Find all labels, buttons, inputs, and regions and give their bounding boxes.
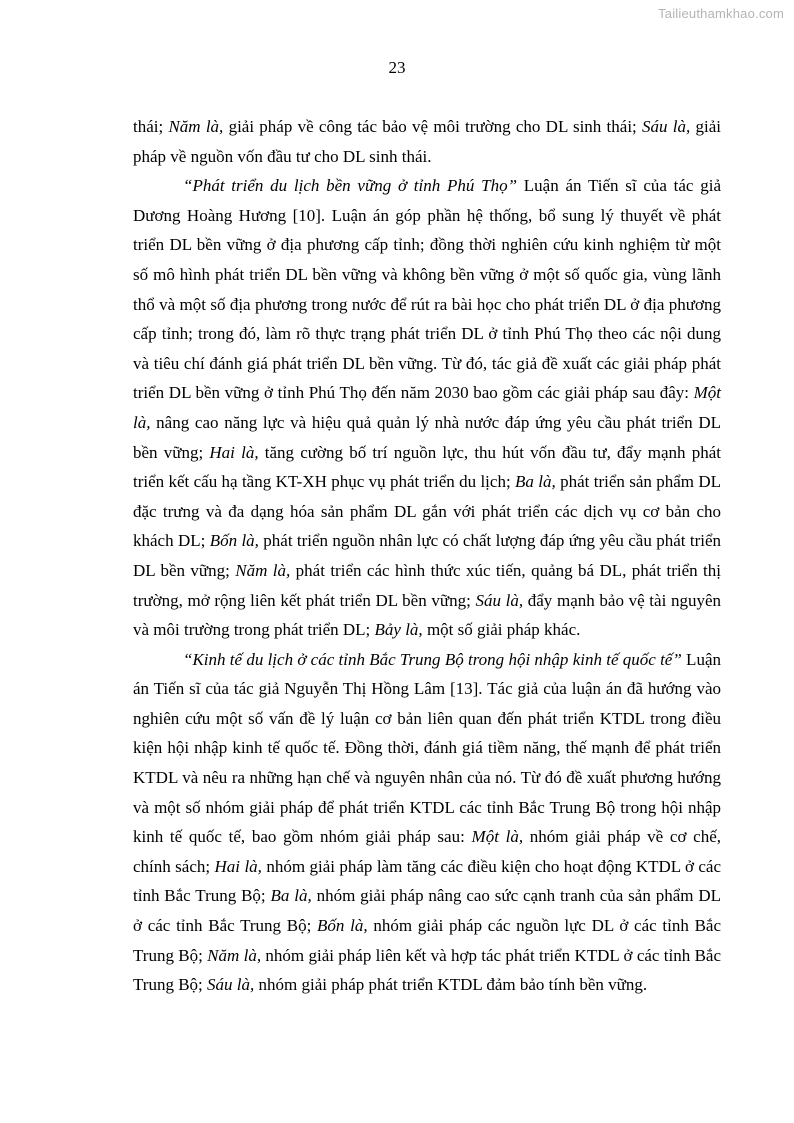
paragraph (133, 112, 721, 171)
italic-text: Năm là, (235, 560, 291, 580)
page-number: 23 (388, 58, 406, 77)
italic-text: Sáu là, (207, 975, 255, 995)
body-text: đẩy mạnh bảo vệ tài nguyên và môi trường trong phát triển DL; (133, 590, 721, 640)
body-text: nhóm giải pháp liên kết và hợp tác phát triển KTDL ở các tỉnh Bắc Trung Bộ; (133, 945, 721, 995)
body-text: tăng cường bố trí nguồn lực, thu hút vốn đầu tư, đẩy mạnh phát triển kết cấu hạ tầng KT-XH phục vụ phát triển du lịch; (133, 442, 722, 492)
italic-text: “Phát triển du lịch bền vững ở tỉnh Phú Thọ” (183, 176, 518, 196)
italic-text: Bốn là, (317, 916, 368, 936)
italic-text: Bốn là, (209, 531, 259, 551)
watermark-text: Tailieuthamkhao.com (658, 6, 784, 21)
italic-text: Năm là, (207, 945, 262, 965)
body-text: phát triển sản phẩm DL đặc trưng và đa dạng hóa sản phẩm DL gắn với phát triển các dịch vụ cơ bản cho khách DL; (133, 472, 722, 551)
paragraph (133, 171, 721, 645)
italic-text: Năm là, (168, 117, 224, 136)
italic-text: Ba là, (515, 472, 556, 492)
body-text: nâng cao năng lực và hiệu quả quản lý nhà nước đáp ứng yêu cầu phát triển DL bền vững; (133, 412, 721, 462)
body-text: phát triển nguồn nhân lực có chất lượng đáp ứng yêu cầu phát triển DL bền vững; (133, 531, 721, 580)
body-text: nhóm giải pháp các nguồn lực DL ở các tỉnh Bắc Trung Bộ; (133, 916, 721, 965)
body-text: nhóm giải pháp về cơ chế, chính sách; (133, 827, 722, 876)
body-text: giải pháp về công tác bảo vệ môi trường cho DL sinh thái; (223, 117, 643, 136)
body-text: Luận án Tiến sĩ của tác giả Dương Hoàng Hương [10]. Luận án góp phần hệ thống, bổ sung lý thuyết về phát triển DL bền vững ở địa phương cấp tỉnh; đồng thời nghiên cứu kinh nghiệm từ một số mô hình phát triển DL bền vững và không bền vững ở một số quốc gia, vùng lãnh thổ và một số địa phương trong nước để rút ra bài học cho phát triển DL ở địa phương cấp tỉnh; trong đó, làm rõ thực trạng phát triển DL ở tỉnh Phú Thọ theo các nội dung và tiêu chí đánh giá phát triển DL bền vững. Từ đó, tác giả đề xuất các giải pháp phát triển DL bền vững ở tỉnh Phú Thọ đến năm 2030 bao gồm các giải pháp sau đây: (133, 176, 721, 403)
document-body (133, 112, 721, 1000)
body-text: một số giải pháp khác. (422, 620, 581, 640)
body-text: phát triển các hình thức xúc tiến, quảng bá DL, phát triển thị trường, mở rộng liên kết phát triển DL bền vững; (133, 560, 721, 610)
italic-text: Một là, (133, 383, 721, 432)
body-text: nhóm giải pháp phát triển KTDL đảm bảo tính bền vững. (254, 975, 648, 995)
italic-text: Hai là, (209, 442, 259, 462)
body-text: thái; (133, 117, 169, 136)
italic-text: Một là, (471, 827, 524, 847)
body-text: nhóm giải pháp nâng cao sức cạnh tranh của sản phẩm DL ở các tỉnh Bắc Trung Bộ; (133, 886, 721, 936)
italic-text: Sáu là, (475, 590, 524, 610)
italic-text: Bảy là, (374, 620, 423, 640)
paragraph (133, 645, 721, 1000)
body-text: Luận án Tiến sĩ của tác giả Nguyễn Thị Hồng Lâm [13]. Tác giả của luận án đã hướng vào nghiên cứu một số vấn đề lý luận cơ bản liên quan đến phát triển KTDL trong điều kiện hội nhập kinh tế quốc tế. Đồng thời, đánh giá tiềm năng, thế mạnh để phát triển KTDL và nêu ra những hạn chế và nguyên nhân của nó. Từ đó đề xuất phương hướng và một số nhóm giải pháp để phát triển KTDL các tỉnh Bắc Trung Bộ trong hội nhập kinh tế quốc tế, bao gồm nhóm giải pháp sau: (133, 649, 721, 847)
body-text: giải pháp về nguồn vốn đầu tư cho DL sinh thái. (133, 117, 721, 166)
body-text: nhóm giải pháp làm tăng các điều kiện cho hoạt động KTDL ở các tỉnh Bắc Trung Bộ; (133, 856, 721, 906)
italic-text: Ba là, (270, 886, 312, 906)
italic-text: Hai là, (214, 856, 262, 876)
italic-text: Sáu là, (642, 117, 691, 136)
italic-text: “Kinh tế du lịch ở các tỉnh Bắc Trung Bộ trong hội nhập kinh tế quốc tế” (183, 649, 682, 669)
